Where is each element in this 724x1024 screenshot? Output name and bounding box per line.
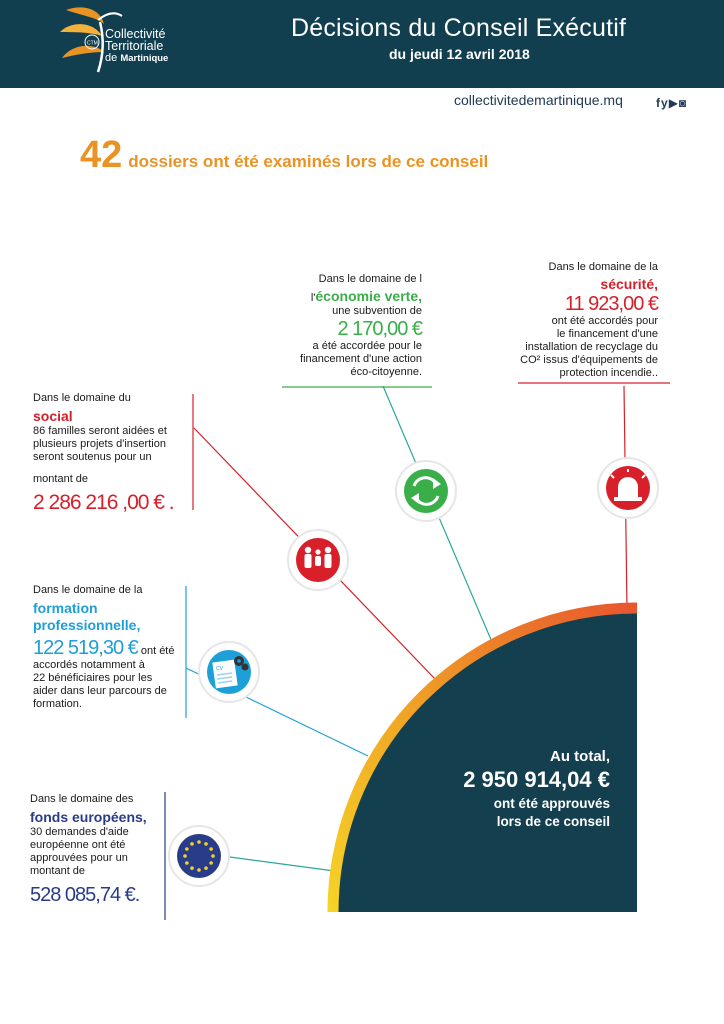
securite-desc-line: ont été accordés pour <box>551 315 658 327</box>
formation-desc-line: accordés notamment à <box>33 659 145 671</box>
economie-desc-line: a été accordée pour le <box>312 340 422 352</box>
logo-line: de Martinique <box>105 52 169 64</box>
total-intro: Au total, <box>550 748 610 765</box>
recycle-icon <box>396 461 456 521</box>
fonds-desc-line: approuvées pour un <box>30 852 128 864</box>
eu-star <box>204 842 208 846</box>
social-desc-line: seront soutenus pour un <box>33 451 152 463</box>
economie-desc-line: financement d'une action <box>300 353 422 365</box>
total-line: lors de ce conseil <box>496 814 610 829</box>
economie-intro: Dans le domaine de l <box>318 273 422 285</box>
economie-amount: 2 170,00 € <box>337 318 422 340</box>
fonds-amount: 528 085,74 €. <box>30 884 140 906</box>
securite-domain: sécurité, <box>600 276 658 292</box>
securite-desc-line: protection incendie.. <box>559 367 658 379</box>
page-title: Décisions du Conseil Exécutif <box>291 14 627 42</box>
formation-desc-line: formation. <box>33 698 82 710</box>
dossier-count: 42 <box>80 134 123 176</box>
twitter-icon[interactable]: y <box>661 96 669 110</box>
eu-star <box>204 866 208 870</box>
economie-domain-line: l'économie verte, <box>310 288 422 304</box>
social-desc-line: 86 familles seront aidées et <box>33 425 167 437</box>
fonds-desc-line: 30 demandes d'aide <box>30 826 129 838</box>
eu-star <box>190 842 194 846</box>
economie-line1: une subvention de <box>332 305 422 317</box>
social-intro: Dans le domaine du <box>33 392 131 404</box>
formation-domain: professionnelle, <box>33 617 141 633</box>
logo-line: Collectivité <box>105 27 166 41</box>
fonds-domain: fonds européens, <box>30 809 147 825</box>
social-block <box>33 392 193 514</box>
instagram-icon[interactable]: ◙ <box>678 96 688 110</box>
eu-star <box>209 847 213 851</box>
alarm-light-icon <box>598 458 658 518</box>
eu-star <box>209 861 213 865</box>
facebook-icon[interactable]: f <box>656 96 661 110</box>
svg-text:CV: CV <box>216 666 223 672</box>
eu-flag-icon <box>169 826 229 886</box>
eu-star <box>185 861 189 865</box>
page-subtitle: du jeudi 12 avril 2018 <box>389 46 530 62</box>
economie-domain: économie verte, <box>315 288 422 304</box>
total-line: ont été approuvés <box>493 796 610 811</box>
eu-star <box>183 854 187 858</box>
economie-desc-line: éco-citoyenne. <box>350 366 422 378</box>
formation-desc-line: aider dans leur parcours de <box>33 685 167 697</box>
securite-desc-line: CO² issus d'équipements de <box>520 354 658 366</box>
formation-amount-line: 122 519,30 € ont été <box>33 637 175 659</box>
formation-amount: 122 519,30 € <box>33 637 138 659</box>
website-link[interactable]: collectivitedemartinique.mq <box>454 92 623 108</box>
formation-intro: Dans le domaine de la <box>33 584 143 596</box>
social-desc-line: plusieurs projets d'insertion <box>33 438 166 450</box>
eu-star <box>211 854 215 858</box>
logo-line: Territoriale <box>105 39 164 53</box>
formation-block <box>33 584 188 711</box>
svg-text:CTM: CTM <box>87 40 98 47</box>
eu-star <box>185 847 189 851</box>
headline-text: dossiers ont été examinés lors de ce conseil <box>128 152 489 171</box>
formation-desc-line: 22 bénéficiaires pour les <box>33 672 153 684</box>
securite-amount: 11 923,00 € <box>564 293 658 315</box>
economie-block <box>282 273 422 379</box>
total-block <box>430 748 610 831</box>
fonds-desc-line: européenne ont été <box>30 839 126 851</box>
fonds-block <box>30 793 164 906</box>
securite-desc-line: installation de recyclage du <box>525 341 658 353</box>
family-icon <box>288 530 348 590</box>
securite-block <box>500 261 658 380</box>
social-montant: montant de <box>33 473 89 485</box>
securite-desc-line: le financement d'une <box>556 328 658 340</box>
fonds-desc-line: montant de <box>30 865 86 877</box>
youtube-icon[interactable]: ▶ <box>668 96 679 110</box>
fonds-intro: Dans le domaine des <box>30 793 134 805</box>
formation-domain: formation <box>33 600 98 616</box>
eu-star <box>190 866 194 870</box>
cv-gears-icon <box>199 642 259 702</box>
eu-star <box>197 868 201 872</box>
eu-star <box>197 840 201 844</box>
securite-intro: Dans le domaine de la <box>548 261 658 273</box>
total-amount: 2 950 914,04 € <box>463 767 610 792</box>
social-domain: social <box>33 408 73 424</box>
social-amount: 2 286 216 ,00 € . <box>33 491 174 514</box>
